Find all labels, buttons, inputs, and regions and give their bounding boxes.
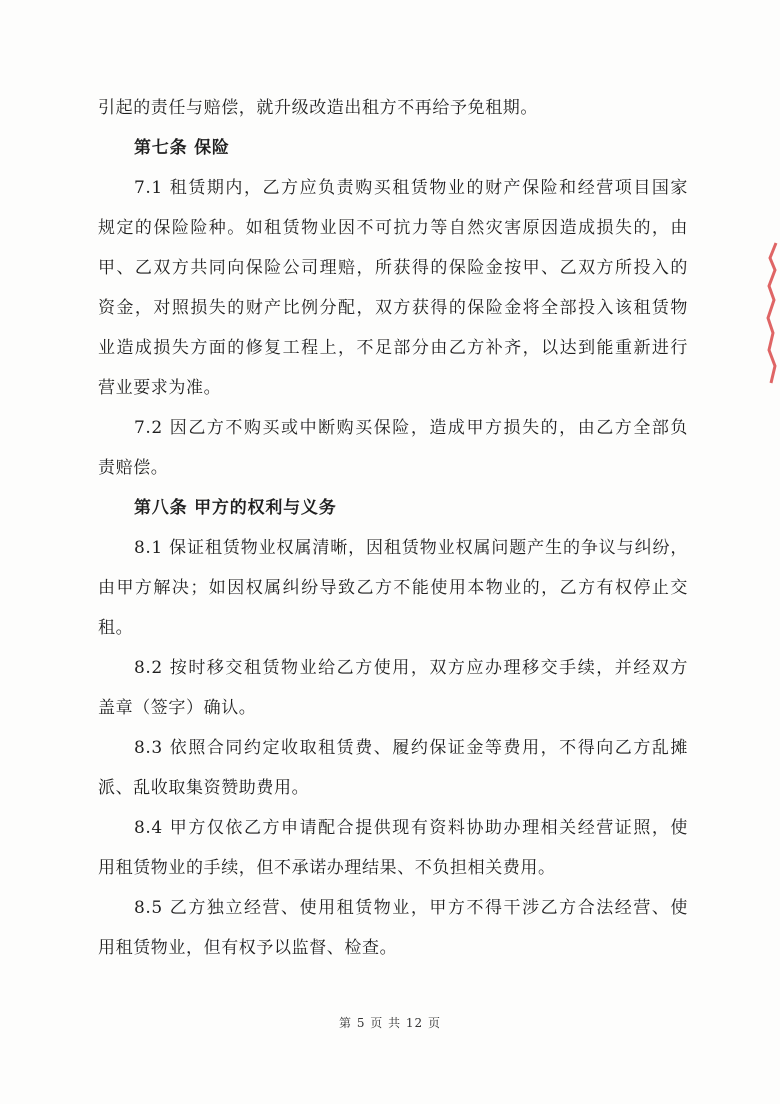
paragraph-line: 8.4 甲方仅依乙方申请配合提供现有资料协助办理相关经营证照，使 xyxy=(134,818,688,838)
document-body xyxy=(98,88,688,968)
paragraph-line: 7.1 租赁期内，乙方应负责购买租赁物业的财产保险和经营项目国家 xyxy=(134,178,688,198)
paragraph-line: 7.2 因乙方不购买或中断购买保险，造成甲方损失的，由乙方全部负 xyxy=(134,418,688,438)
section-heading-article-8: 第八条 甲方的权利与义务 xyxy=(134,498,337,518)
paragraph-line: 业造成损失方面的修复工程上，不足部分由乙方补齐，以达到能重新进行 xyxy=(98,338,688,358)
paragraph-line: 派、乱收取集资赞助费用。 xyxy=(98,778,310,798)
paragraph-line: 用租赁物业，但有权予以监督、检查。 xyxy=(98,938,398,958)
paragraph-line: 8.1 保证租赁物业权属清晰，因租赁物业权属问题产生的争议与纠纷， xyxy=(134,538,688,558)
paragraph-line: 营业要求为准。 xyxy=(98,378,222,398)
paragraph-line: 由甲方解决；如因权属纠纷导致乙方不能使用本物业的，乙方有权停止交 xyxy=(98,578,688,598)
paragraph-line: 甲、乙双方共同向保险公司理赔，所获得的保险金按甲、乙双方所投入的 xyxy=(98,258,688,278)
paragraph-line: 引起的责任与赔偿，就升级改造出租方不再给予免租期。 xyxy=(98,98,538,118)
page-number-footer: 第 5 页 共 12 页 xyxy=(339,1016,441,1030)
paragraph-line: 8.2 按时移交租赁物业给乙方使用，双方应办理移交手续，并经双方 xyxy=(134,658,688,678)
paragraph-line: 8.3 依照合同约定收取租赁费、履约保证金等费用，不得向乙方乱摊 xyxy=(134,738,688,758)
paragraph-line: 用租赁物业的手续，但不承诺办理结果、不负担相关费用。 xyxy=(98,858,556,878)
paragraph-line: 责赔偿。 xyxy=(98,458,169,478)
paragraph-line: 资金，对照损失的财产比例分配，双方获得的保险金将全部投入该租赁物 xyxy=(98,298,688,318)
paragraph-line: 租。 xyxy=(98,618,134,638)
paragraph-line: 规定的保险险种。如租赁物业因不可抗力等自然灾害原因造成损失的，由 xyxy=(98,218,688,238)
section-heading-article-7: 第七条 保险 xyxy=(134,138,230,158)
paragraph-line: 8.5 乙方独立经营、使用租赁物业，甲方不得干涉乙方合法经营、使 xyxy=(134,898,688,918)
paragraph-line: 盖章（签字）确认。 xyxy=(98,698,257,718)
seal-edge-mark xyxy=(766,238,780,388)
